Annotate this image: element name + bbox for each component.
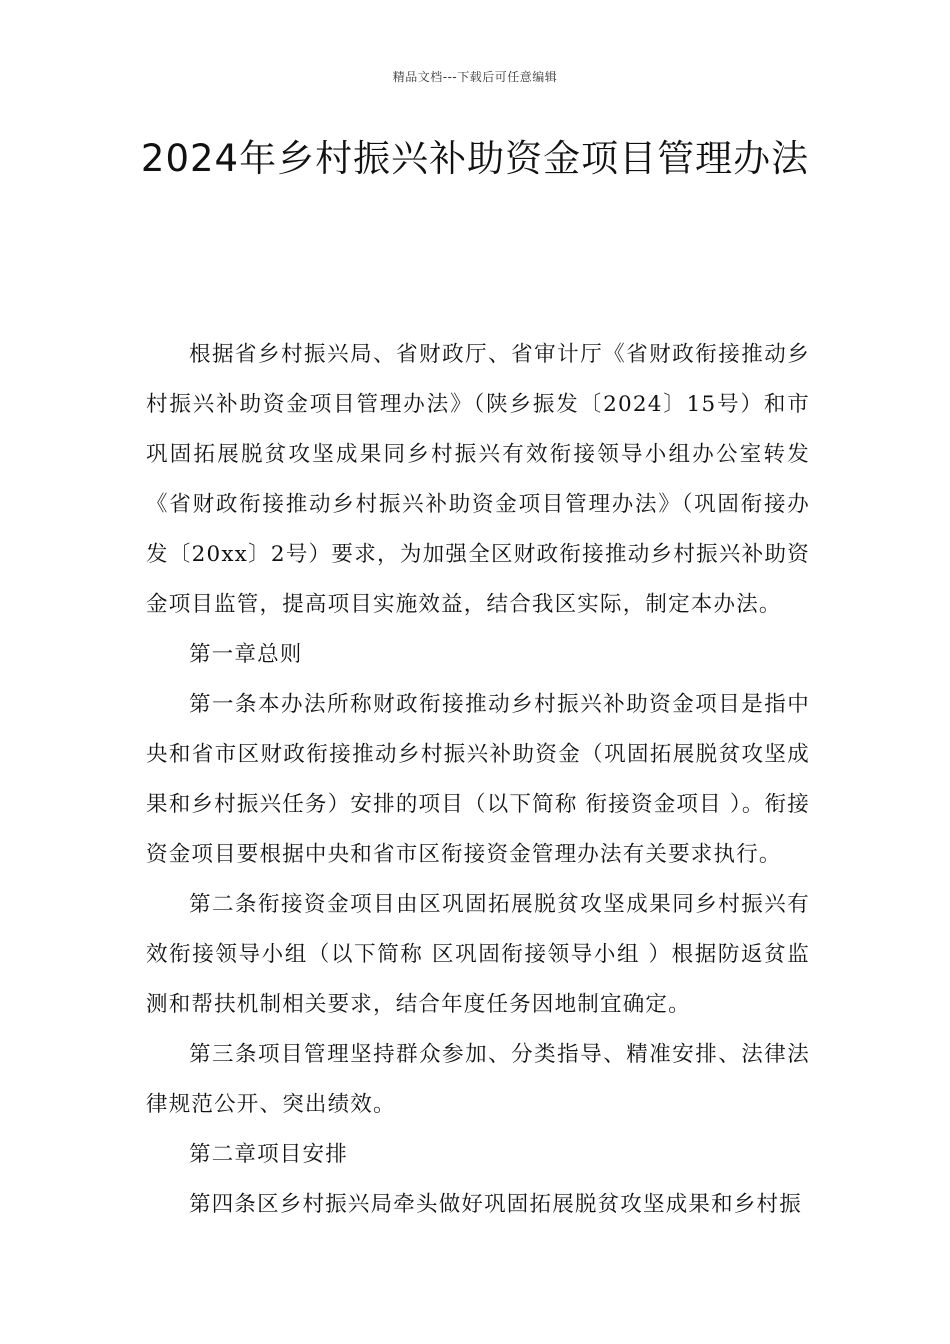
article-paragraph: 第一条本办法所称财政衔接推动乡村振兴补助资金项目是指中央和省市区财政衔接推动乡村振兴补助资金（巩固拓展脱贫攻坚成果和乡村振兴任务）安排的项目（以下简称 衔接资金项目 ）。衔接资金项目要根据中央和省市区衔接资金管理办法有关要求执行。 bbox=[146, 692, 810, 867]
document-body bbox=[146, 330, 810, 1230]
article-paragraph: 第四条区乡村振兴局牵头做好巩固拓展脱贫攻坚成果和乡村振 bbox=[189, 1192, 802, 1217]
paragraph-intro: 根据省乡村振兴局、省财政厅、省审计厅《省财政衔接推动乡村振兴补助资金项目管理办法》（陕乡振发〔2024〕15号）和市巩固拓展脱贫攻坚成果同乡村振兴有效衔接领导小组办公室转发《省财政衔接推动乡村振兴补助资金项目管理办法》（巩固衔接办发〔20xx〕2号）要求，为加强全区财政衔接推动乡村振兴补助资金项目监管，提高项目实施效益，结合我区实际，制定本办法。 bbox=[146, 342, 810, 617]
header-note: 精品文档---下载后可任意编辑 bbox=[392, 70, 558, 84]
article-paragraph: 第二条衔接资金项目由区巩固拓展脱贫攻坚成果同乡村振兴有效衔接领导小组（以下简称 区巩固衔接领导小组 ）根据防返贫监测和帮扶机制相关要求，结合年度任务因地制宜确定。 bbox=[146, 892, 810, 1017]
chapter-heading: 第一章总则 bbox=[189, 642, 303, 667]
document-title: 2024年乡村振兴补助资金项目管理办法 bbox=[140, 137, 810, 180]
chapter-heading: 第二章项目安排 bbox=[189, 1142, 348, 1167]
article-paragraph: 第三条项目管理坚持群众参加、分类指导、精准安排、法律法律规范公开、突出绩效。 bbox=[146, 1042, 810, 1117]
